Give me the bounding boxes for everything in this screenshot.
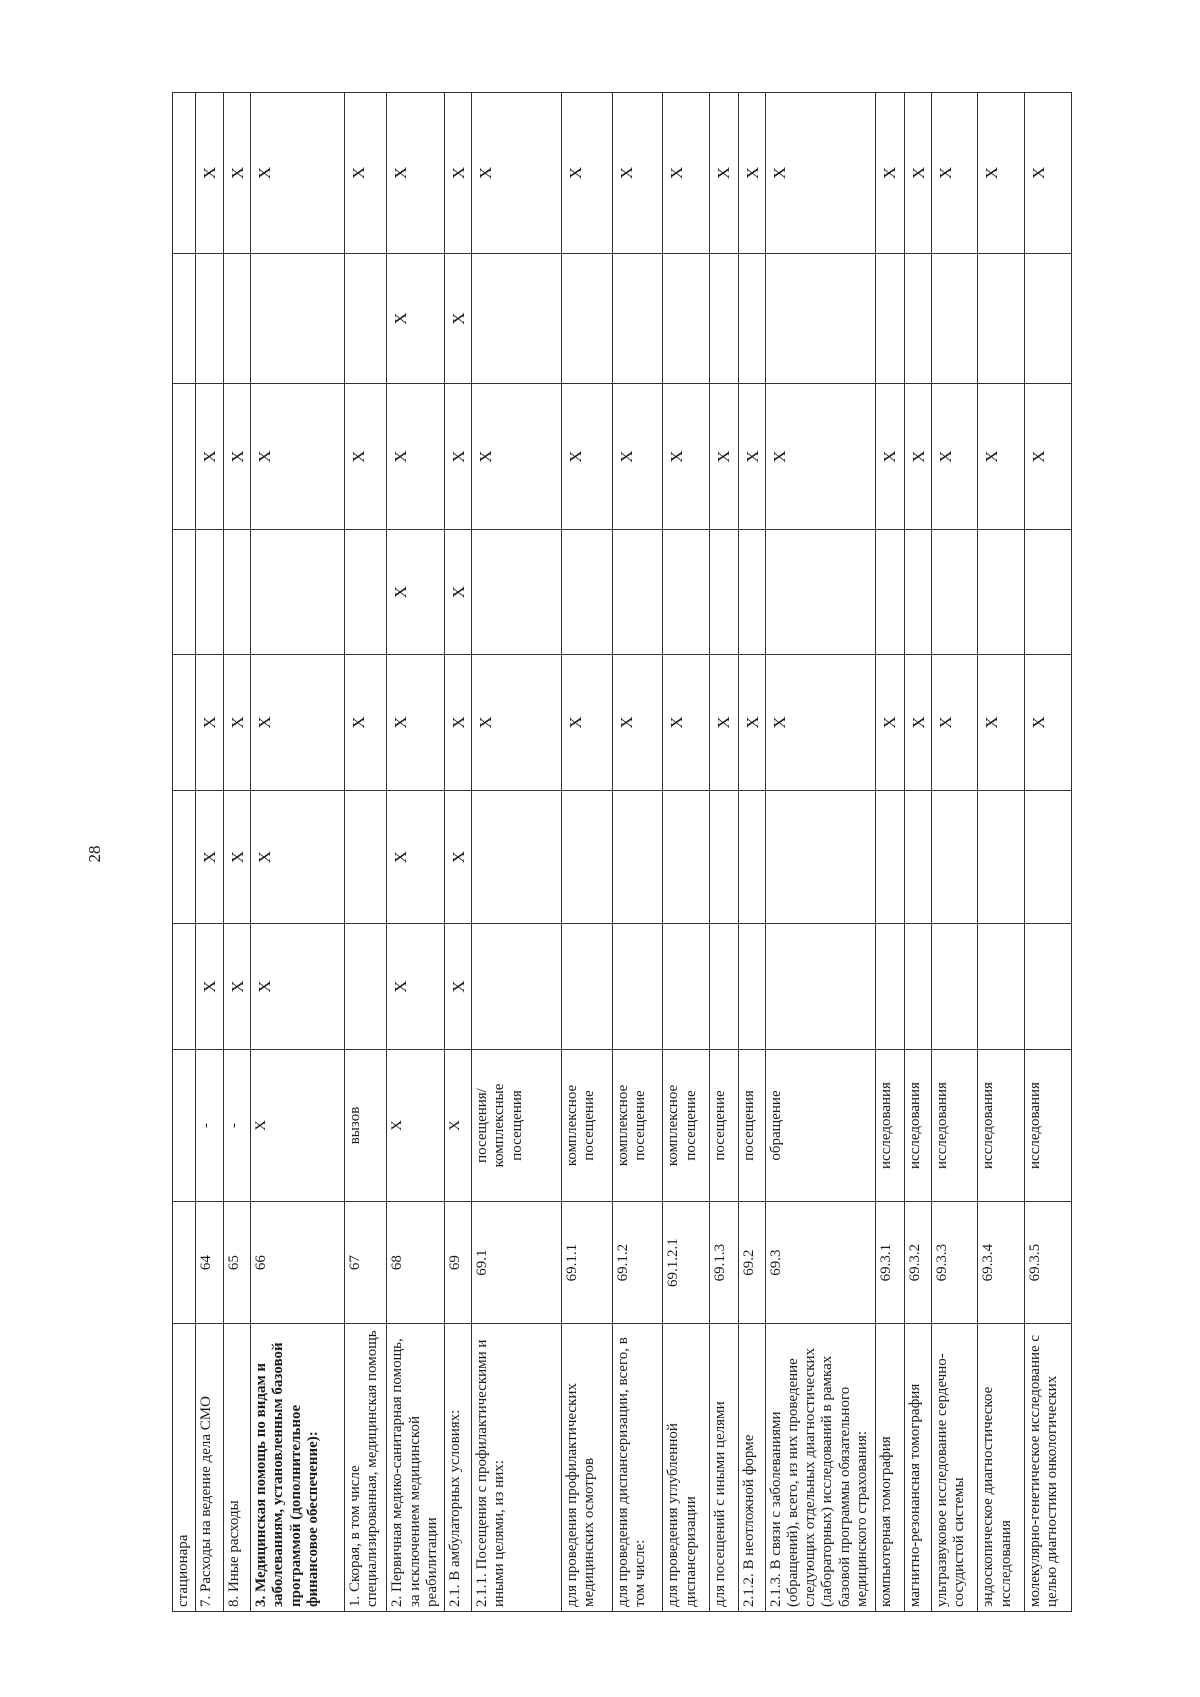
table-row bbox=[472, 93, 562, 1612]
table-container bbox=[172, 92, 1072, 1612]
mark-cell: X bbox=[612, 93, 663, 254]
mark-cell: X bbox=[978, 384, 1025, 530]
data-table bbox=[172, 92, 1072, 1612]
row-code-cell: 69.3.1 bbox=[876, 1202, 904, 1324]
row-unit-cell: комплексное посещение bbox=[612, 1049, 663, 1201]
mark-cell bbox=[710, 924, 738, 1049]
mark-cell: X bbox=[224, 93, 251, 254]
mark-cell: X bbox=[344, 655, 387, 790]
table-row bbox=[251, 93, 345, 1612]
mark-cell: X bbox=[765, 655, 875, 790]
mark-cell bbox=[561, 924, 612, 1049]
table-row bbox=[173, 93, 196, 1612]
mark-cell: X bbox=[978, 93, 1025, 254]
mark-cell bbox=[344, 529, 387, 654]
mark-cell: X bbox=[561, 655, 612, 790]
mark-cell: X bbox=[472, 384, 562, 530]
mark-cell bbox=[738, 529, 765, 654]
row-unit-cell: - bbox=[224, 1049, 251, 1201]
mark-cell: X bbox=[445, 253, 472, 383]
row-name-cell: эндоскопическое диагностическое исследования bbox=[978, 1324, 1025, 1612]
row-code-cell: 69.3.3 bbox=[931, 1202, 978, 1324]
mark-cell bbox=[710, 790, 738, 924]
mark-cell: X bbox=[195, 924, 223, 1049]
mark-cell bbox=[561, 790, 612, 924]
row-unit-cell: исследования bbox=[876, 1049, 904, 1201]
mark-cell bbox=[173, 384, 196, 530]
table-row bbox=[612, 93, 663, 1612]
mark-cell bbox=[173, 529, 196, 654]
mark-cell bbox=[876, 924, 904, 1049]
row-name-cell: 3. Медицинская помощь по видам и заболеваниям, установленным базовой программой (дополнительное финансовое обеспечение): bbox=[251, 1324, 345, 1612]
mark-cell: X bbox=[663, 655, 710, 790]
mark-cell bbox=[663, 529, 710, 654]
mark-cell bbox=[561, 529, 612, 654]
mark-cell bbox=[978, 529, 1025, 654]
mark-cell: X bbox=[738, 384, 765, 530]
mark-cell: X bbox=[387, 253, 445, 383]
row-code-cell: 69 bbox=[445, 1202, 472, 1324]
table-row bbox=[561, 93, 612, 1612]
table-row bbox=[931, 93, 978, 1612]
mark-cell bbox=[224, 529, 251, 654]
mark-cell: X bbox=[1025, 93, 1072, 254]
row-unit-cell: исследования bbox=[978, 1049, 1025, 1201]
row-code-cell: 69.1 bbox=[472, 1202, 562, 1324]
row-name-cell: 2.1. В амбулаторных условиях: bbox=[445, 1324, 472, 1612]
mark-cell bbox=[195, 253, 223, 383]
mark-cell bbox=[663, 253, 710, 383]
mark-cell bbox=[663, 790, 710, 924]
row-code-cell: 69.1.1 bbox=[561, 1202, 612, 1324]
mark-cell: X bbox=[387, 655, 445, 790]
table-row bbox=[876, 93, 904, 1612]
mark-cell bbox=[173, 924, 196, 1049]
mark-cell bbox=[344, 790, 387, 924]
mark-cell: X bbox=[904, 93, 931, 254]
row-code-cell: 68 bbox=[387, 1202, 445, 1324]
mark-cell: X bbox=[876, 655, 904, 790]
row-name-cell: 2.1.3. В связи с заболеваниями (обращений), всего, из них проведение следующих отдельных диагностических (лабораторных) исследований в рамках базовой программы обязательного медицинского страхования: bbox=[765, 1324, 875, 1612]
mark-cell bbox=[472, 253, 562, 383]
mark-cell bbox=[931, 253, 978, 383]
mark-cell: X bbox=[561, 93, 612, 254]
mark-cell: X bbox=[224, 790, 251, 924]
table-row bbox=[344, 93, 387, 1612]
table-row bbox=[978, 93, 1025, 1612]
row-unit-cell: вызов bbox=[344, 1049, 387, 1201]
mark-cell bbox=[904, 253, 931, 383]
table-row bbox=[765, 93, 875, 1612]
row-unit-cell: X bbox=[251, 1049, 345, 1201]
mark-cell bbox=[251, 253, 345, 383]
mark-cell bbox=[612, 529, 663, 654]
table-row bbox=[387, 93, 445, 1612]
mark-cell: X bbox=[251, 924, 345, 1049]
row-code-cell bbox=[173, 1202, 196, 1324]
row-unit-cell: комплексное посещение bbox=[561, 1049, 612, 1201]
table-row bbox=[195, 93, 223, 1612]
mark-cell: X bbox=[251, 93, 345, 254]
mark-cell bbox=[224, 253, 251, 383]
mark-cell: X bbox=[387, 384, 445, 530]
mark-cell bbox=[931, 924, 978, 1049]
mark-cell: X bbox=[445, 93, 472, 254]
mark-cell bbox=[978, 924, 1025, 1049]
mark-cell: X bbox=[612, 384, 663, 530]
row-name-cell: 1. Скорая, в том числе специализированная, медицинская помощь bbox=[344, 1324, 387, 1612]
mark-cell: X bbox=[224, 924, 251, 1049]
mark-cell: X bbox=[663, 93, 710, 254]
mark-cell bbox=[904, 924, 931, 1049]
mark-cell bbox=[765, 924, 875, 1049]
row-unit-cell: обращение bbox=[765, 1049, 875, 1201]
mark-cell: X bbox=[931, 655, 978, 790]
mark-cell bbox=[1025, 253, 1072, 383]
mark-cell bbox=[1025, 790, 1072, 924]
row-name-cell: стационара bbox=[173, 1324, 196, 1612]
mark-cell bbox=[876, 253, 904, 383]
row-unit-cell: X bbox=[387, 1049, 445, 1201]
mark-cell: X bbox=[445, 384, 472, 530]
row-name-cell: для посещений с иными целями bbox=[710, 1324, 738, 1612]
mark-cell bbox=[173, 790, 196, 924]
mark-cell: X bbox=[445, 655, 472, 790]
row-code-cell: 66 bbox=[251, 1202, 345, 1324]
page-number: 28 bbox=[85, 845, 104, 863]
row-unit-cell bbox=[173, 1049, 196, 1201]
mark-cell bbox=[344, 924, 387, 1049]
row-name-cell: 2.1.2. В неотложной форме bbox=[738, 1324, 765, 1612]
mark-cell: X bbox=[224, 655, 251, 790]
mark-cell bbox=[173, 93, 196, 254]
mark-cell bbox=[344, 253, 387, 383]
row-unit-cell: комплексное посещение bbox=[663, 1049, 710, 1201]
mark-cell: X bbox=[195, 790, 223, 924]
row-unit-cell: - bbox=[195, 1049, 223, 1201]
row-name-cell: компьютерная томография bbox=[876, 1324, 904, 1612]
row-unit-cell: X bbox=[445, 1049, 472, 1201]
row-code-cell: 69.2 bbox=[738, 1202, 765, 1324]
row-code-cell: 65 bbox=[224, 1202, 251, 1324]
mark-cell: X bbox=[195, 384, 223, 530]
mark-cell bbox=[472, 790, 562, 924]
mark-cell: X bbox=[931, 384, 978, 530]
mark-cell: X bbox=[195, 93, 223, 254]
row-name-cell: 8. Иные расходы bbox=[224, 1324, 251, 1612]
row-name-cell: для проведения диспансеризации, всего, в том числе: bbox=[612, 1324, 663, 1612]
row-name-cell: молекулярно-генетическое исследование с целью диагностики онкологических bbox=[1025, 1324, 1072, 1612]
table-row bbox=[663, 93, 710, 1612]
row-code-cell: 69.1.3 bbox=[710, 1202, 738, 1324]
mark-cell: X bbox=[710, 384, 738, 530]
row-unit-cell: исследования bbox=[1025, 1049, 1072, 1201]
mark-cell: X bbox=[251, 655, 345, 790]
mark-cell bbox=[876, 529, 904, 654]
row-unit-cell: посещения/ комплексные посещения bbox=[472, 1049, 562, 1201]
table-row bbox=[904, 93, 931, 1612]
mark-cell bbox=[765, 253, 875, 383]
mark-cell bbox=[173, 655, 196, 790]
mark-cell: X bbox=[710, 93, 738, 254]
mark-cell bbox=[978, 253, 1025, 383]
mark-cell: X bbox=[472, 93, 562, 254]
mark-cell: X bbox=[1025, 384, 1072, 530]
mark-cell: X bbox=[251, 790, 345, 924]
table-row bbox=[710, 93, 738, 1612]
mark-cell: X bbox=[472, 655, 562, 790]
mark-cell bbox=[472, 924, 562, 1049]
mark-cell bbox=[738, 253, 765, 383]
mark-cell: X bbox=[738, 93, 765, 254]
mark-cell bbox=[1025, 924, 1072, 1049]
mark-cell: X bbox=[387, 93, 445, 254]
table-row bbox=[738, 93, 765, 1612]
mark-cell: X bbox=[344, 384, 387, 530]
mark-cell bbox=[904, 790, 931, 924]
mark-cell: X bbox=[876, 384, 904, 530]
mark-cell bbox=[978, 790, 1025, 924]
mark-cell: X bbox=[904, 384, 931, 530]
mark-cell: X bbox=[612, 655, 663, 790]
table-row bbox=[1025, 93, 1072, 1612]
mark-cell bbox=[612, 253, 663, 383]
mark-cell bbox=[710, 529, 738, 654]
mark-cell bbox=[876, 790, 904, 924]
mark-cell: X bbox=[387, 529, 445, 654]
row-name-cell: для проведения углубленной диспансеризации bbox=[663, 1324, 710, 1612]
mark-cell: X bbox=[765, 93, 875, 254]
mark-cell: X bbox=[663, 384, 710, 530]
mark-cell bbox=[195, 529, 223, 654]
row-unit-cell: посещения bbox=[738, 1049, 765, 1201]
row-name-cell: для проведения профилактических медицинских осмотров bbox=[561, 1324, 612, 1612]
mark-cell: X bbox=[738, 655, 765, 790]
row-name-cell: 2.1.1. Посещения с профилактическими и иными целями, из них: bbox=[472, 1324, 562, 1612]
mark-cell: X bbox=[251, 384, 345, 530]
mark-cell bbox=[1025, 529, 1072, 654]
mark-cell: X bbox=[710, 655, 738, 790]
row-code-cell: 69.3.4 bbox=[978, 1202, 1025, 1324]
row-name-cell: 2. Первичная медико-санитарная помощь, за исключением медицинской реабилитации bbox=[387, 1324, 445, 1612]
row-code-cell: 69.3.5 bbox=[1025, 1202, 1072, 1324]
mark-cell bbox=[931, 529, 978, 654]
mark-cell: X bbox=[1025, 655, 1072, 790]
mark-cell bbox=[472, 529, 562, 654]
mark-cell bbox=[710, 253, 738, 383]
mark-cell: X bbox=[931, 93, 978, 254]
mark-cell bbox=[738, 924, 765, 1049]
row-code-cell: 69.1.2 bbox=[612, 1202, 663, 1324]
mark-cell bbox=[251, 529, 345, 654]
table-row bbox=[445, 93, 472, 1612]
mark-cell: X bbox=[387, 924, 445, 1049]
row-unit-cell: исследования bbox=[931, 1049, 978, 1201]
row-name-cell: ультразвуковое исследование сердечно-сосудистой системы bbox=[931, 1324, 978, 1612]
mark-cell bbox=[663, 924, 710, 1049]
table-row bbox=[224, 93, 251, 1612]
row-code-cell: 69.1.2.1 bbox=[663, 1202, 710, 1324]
mark-cell bbox=[173, 253, 196, 383]
mark-cell bbox=[904, 529, 931, 654]
mark-cell: X bbox=[904, 655, 931, 790]
mark-cell bbox=[612, 790, 663, 924]
row-unit-cell: посещение bbox=[710, 1049, 738, 1201]
mark-cell: X bbox=[387, 790, 445, 924]
row-code-cell: 69.3 bbox=[765, 1202, 875, 1324]
mark-cell: X bbox=[978, 655, 1025, 790]
row-code-cell: 64 bbox=[195, 1202, 223, 1324]
mark-cell: X bbox=[224, 384, 251, 530]
mark-cell: X bbox=[876, 93, 904, 254]
row-code-cell: 67 bbox=[344, 1202, 387, 1324]
mark-cell: X bbox=[561, 384, 612, 530]
mark-cell bbox=[561, 253, 612, 383]
mark-cell: X bbox=[195, 655, 223, 790]
mark-cell: X bbox=[445, 529, 472, 654]
mark-cell: X bbox=[445, 790, 472, 924]
row-name-cell: магнитно-резонансная томография bbox=[904, 1324, 931, 1612]
mark-cell: X bbox=[445, 924, 472, 1049]
mark-cell: X bbox=[344, 93, 387, 254]
mark-cell bbox=[765, 529, 875, 654]
mark-cell bbox=[931, 790, 978, 924]
mark-cell bbox=[765, 790, 875, 924]
mark-cell: X bbox=[765, 384, 875, 530]
mark-cell bbox=[738, 790, 765, 924]
mark-cell bbox=[612, 924, 663, 1049]
row-name-cell: 7. Расходы на ведение дела СМО bbox=[195, 1324, 223, 1612]
row-code-cell: 69.3.2 bbox=[904, 1202, 931, 1324]
row-unit-cell: исследования bbox=[904, 1049, 931, 1201]
